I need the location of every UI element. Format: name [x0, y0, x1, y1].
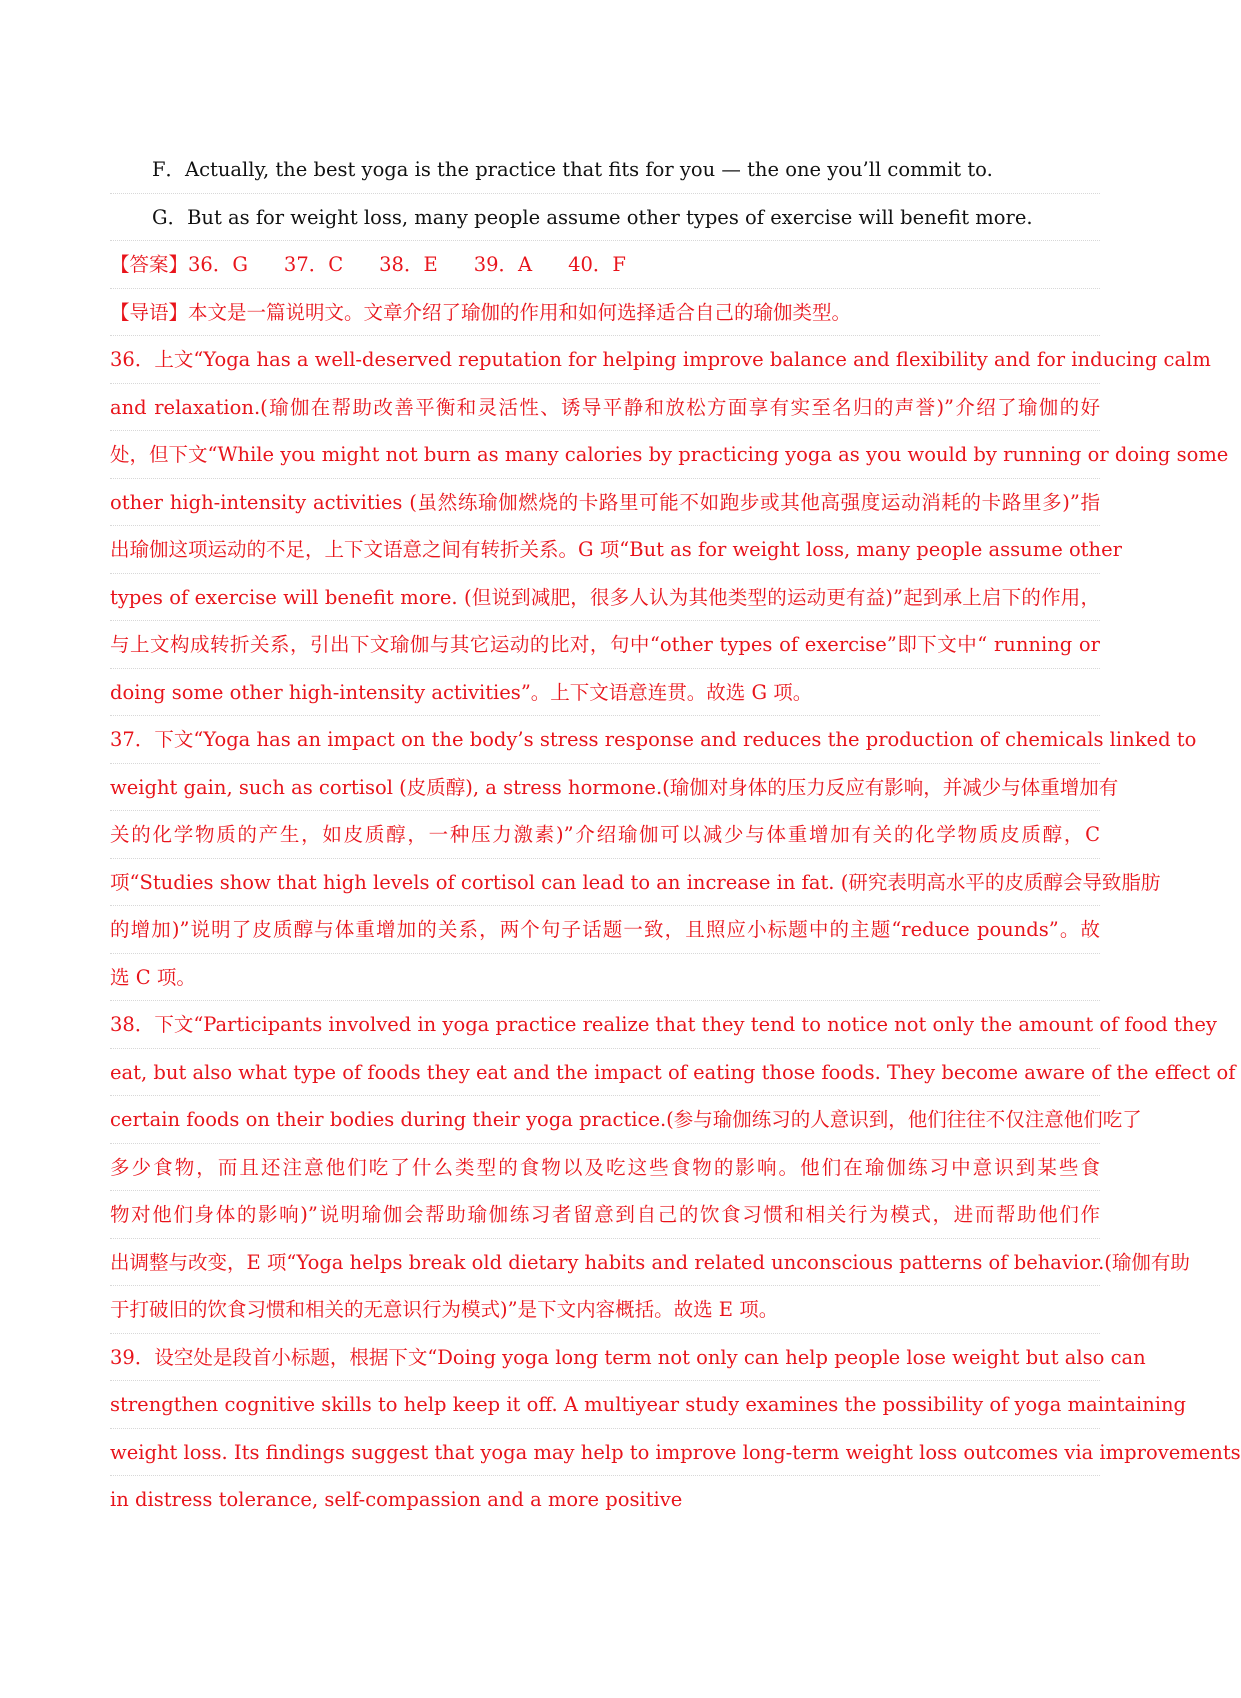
explanation-line: strengthen cognitive skills to help keep it off. A multiyear study examines the possibility of yoga maintaining [110, 1381, 1100, 1429]
answer-38: 38．E [379, 253, 438, 276]
answer-key [110, 241, 1100, 289]
intro-guide: 【导语】本文是一篇说明文。文章介绍了瑜伽的作用和如何选择适合自己的瑜伽类型。 [110, 289, 1100, 337]
explanation-line: eat, but also what type of foods they eat and the impact of eating those foods. They become aware of the effect of [110, 1049, 1100, 1097]
explanation-line: 37．下文“Yoga has an impact on the body’s stress response and reduces the production of chemicals linked to [110, 716, 1100, 764]
explanation-line: 处，但下文“While you might not burn as many calories by practicing yoga as you would by running or doing some [110, 431, 1100, 479]
explanation-line: 36．上文“Yoga has a well-deserved reputation for helping improve balance and flexibility and for inducing calm [110, 336, 1100, 384]
answer-label: 【答案】 [110, 253, 189, 276]
explanation-line: 于打破旧的饮食习惯和相关的无意识行为模式)”是下文内容概括。故选 E 项。 [110, 1286, 1100, 1334]
explanation-line: 项“Studies show that high levels of cortisol can lead to an increase in fat. (研究表明高水平的皮质醇会导致脂肪 [110, 859, 1100, 907]
explanation-line: 选 C 项。 [110, 954, 1100, 1002]
answer-40: 40．F [568, 253, 626, 276]
explanation-line: 的增加)”说明了皮质醇与体重增加的关系，两个句子话题一致，且照应小标题中的主题“reduce pounds”。故 [110, 906, 1100, 954]
option-g: G．But as for weight loss, many people assume other types of exercise will benefit more. [110, 194, 1100, 242]
explanation-line: and relaxation.(瑜伽在帮助改善平衡和灵活性、诱导平静和放松方面享有实至名归的声誉)”介绍了瑜伽的好 [110, 384, 1100, 432]
explanation-line: 关的化学物质的产生，如皮质醇，一种压力激素)”介绍瑜伽可以减少与体重增加有关的化学物质皮质醇，C [110, 811, 1100, 859]
explanation-line: 多少食物，而且还注意他们吃了什么类型的食物以及吃这些食物的影响。他们在瑜伽练习中意识到某些食 [110, 1144, 1100, 1192]
explanation-line: certain foods on their bodies during their yoga practice.(参与瑜伽练习的人意识到，他们往往不仅注意他们吃了 [110, 1096, 1100, 1144]
answer-36: 36．G [188, 253, 248, 276]
explanation-line: doing some other high-intensity activities”。上下文语意连贯。故选 G 项。 [110, 669, 1100, 717]
explanation-line: 39．设空处是段首小标题，根据下文“Doing yoga long term not only can help people lose weight but also can [110, 1334, 1100, 1382]
explanation-line: types of exercise will benefit more. (但说到减肥，很多人认为其他类型的运动更有益)”起到承上启下的作用， [110, 574, 1100, 622]
explanation-line: weight loss. Its findings suggest that yoga may help to improve long-term weight loss outcomes via improvements [110, 1429, 1100, 1477]
answer-39: 39．A [473, 253, 533, 276]
explanation-line: 出瑜伽这项运动的不足，上下文语意之间有转折关系。G 项“But as for weight loss, many people assume other [110, 526, 1100, 574]
explanation-line: other high-intensity activities (虽然练瑜伽燃烧的卡路里可能不如跑步或其他高强度运动消耗的卡路里多)”指 [110, 479, 1100, 527]
answer-37: 37．C [283, 253, 344, 276]
explanation-line: weight gain, such as cortisol (皮质醇), a stress hormone.(瑜伽对身体的压力反应有影响，并减少与体重增加有 [110, 764, 1100, 812]
option-f: F．Actually, the best yoga is the practice that fits for you — the one you’ll commit to. [110, 146, 1100, 194]
explanation-line: 38．下文“Participants involved in yoga practice realize that they tend to notice not only the amount of food they [110, 1001, 1100, 1049]
document-body [110, 146, 1241, 1524]
explanation-line: 与上文构成转折关系，引出下文瑜伽与其它运动的比对，句中“other types of exercise”即下文中“ running or [110, 621, 1100, 669]
explanation-line: 物对他们身体的影响)”说明瑜伽会帮助瑜伽练习者留意到自己的饮食习惯和相关行为模式，进而帮助他们作 [110, 1191, 1100, 1239]
explanation-line: in distress tolerance, self-compassion and a more positive [110, 1488, 683, 1511]
explanation-line: 出调整与改变，E 项“Yoga helps break old dietary habits and related unconscious patterns of behavior.(瑜伽有助 [110, 1239, 1100, 1287]
